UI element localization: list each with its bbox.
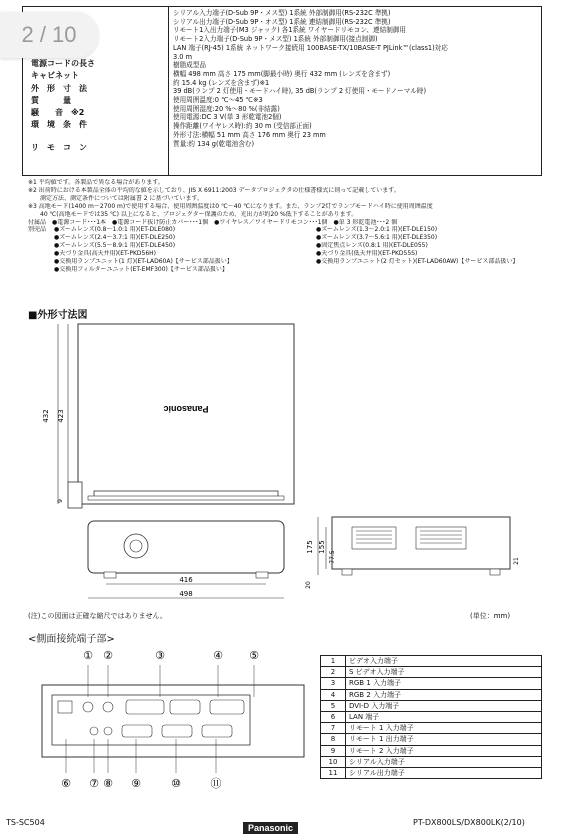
footnotes: [28, 179, 548, 227]
accessory-item: ●交換用フィルターユニット(ET-EMF300)【サービス部品扱い】: [54, 266, 228, 273]
terminal-number: 2: [321, 667, 346, 678]
terminal-name: シリアル入力端子: [346, 756, 542, 767]
callout-top-label: ④: [213, 649, 223, 662]
terminal-number: 4: [321, 689, 346, 700]
terminal-table-row: [321, 689, 542, 700]
accessory-row: [54, 234, 554, 242]
terminal-name: S ビデオ入力端子: [346, 667, 542, 678]
terminal-table-row: [321, 700, 542, 711]
footnote-line: 付属品 ●電源コード･･･1本 ●電源コード抜け防止カバー･･･1個 ●ワイヤレス／ワイヤードリモコン･･･1個 ●単 3 形乾電池･･･2 個: [28, 219, 398, 226]
footer-code: TS-SC504: [6, 818, 45, 827]
dim-20-label: 20: [305, 581, 312, 589]
spec-label-cabinet: キャビネット: [31, 71, 79, 80]
remote1-out-port: [104, 727, 112, 735]
callout-bottom-label: ⑧: [103, 777, 113, 790]
dvi-port: [210, 700, 244, 714]
spec-line: 使用電源:DC 3 V(単 3 形乾電池2個): [173, 113, 282, 122]
terminal-name: リモート 1 入力端子: [346, 723, 542, 734]
top-view-lens: [68, 482, 82, 508]
spec-line: 樹脂成型品: [173, 61, 206, 70]
spec-label-noise: 騒 音 ※2: [31, 108, 85, 117]
dim-498-label: 498: [179, 590, 193, 598]
accessory-row: [54, 242, 554, 250]
dimension-drawings: [28, 316, 338, 606]
footnote-line: 40 ℃(高地モードでは35 ℃) 以上になると、プロジェクター保護のため、光出力が約20 %低下することがあります。: [28, 211, 358, 218]
spec-line: 使用周囲温度:0 ℃〜45 ℃※3: [173, 96, 263, 105]
side-view-vent: [416, 527, 466, 549]
terminal-table-row: [321, 767, 542, 778]
callout-bottom-label: ⑨: [131, 777, 141, 790]
accessory-row: [54, 226, 554, 234]
side-view-panel: [352, 527, 396, 549]
callout-top-label: ①: [83, 649, 93, 662]
spec-line: 外形寸法:横幅 51 mm 高さ 176 mm 奥行 23 mm: [173, 130, 326, 139]
callout-bottom-label: ⑩: [171, 777, 181, 790]
dim-77.5-label: 77.5: [329, 550, 336, 564]
brand-logo-mirrored: Panasonic: [163, 404, 209, 414]
terminal-table-row: [321, 745, 542, 756]
footer-model: PT-DX800LS/DX800LK(2/10): [413, 818, 525, 827]
terminal-panel-drawing: [38, 645, 308, 795]
accessory-item: ●固定焦点レンズ(0.8:1 用)(ET-DLE055): [316, 242, 428, 249]
footnote-line: ※3 高地モード(1400 m〜2700 m)で使用する場合、使用周囲温度は0 ℃〜40 ℃になります。また、ランプ2灯でランプモードハイ時に使用周囲温度: [28, 203, 433, 210]
callout-top-label: ⑤: [249, 649, 259, 662]
side-view-foot-right: [490, 569, 500, 575]
terminal-section-title: <側面接続端子部>: [28, 634, 115, 645]
spec-table: [22, 6, 542, 176]
terminal-name: DVI-D 入力端子: [346, 700, 542, 711]
terminal-name: リモート 2 入力端子: [346, 745, 542, 756]
terminal-number: 6: [321, 711, 346, 722]
video-port: [83, 702, 93, 712]
front-view-foot-right: [256, 572, 268, 578]
dim-423-label: 423: [57, 409, 65, 423]
front-view-lens-inner: [130, 540, 142, 552]
spec-label-remote: リ モ コ ン: [31, 143, 87, 152]
accessory-item: ●ズームレンズ(5.5〜8.9:1 用)(ET-DLE450): [54, 242, 176, 249]
rgb2-port: [170, 700, 200, 714]
terminal-number: 8: [321, 734, 346, 745]
spec-line: シリアル入力端子(D-Sub 9P・メス型) 1系統 外部制御用(RS-232C 準拠): [173, 9, 391, 17]
terminal-name: リモート 1 出力端子: [346, 734, 542, 745]
spec-line: 3.0 m: [173, 52, 193, 61]
side-view-drawing: [296, 505, 536, 595]
terminal-name: シリアル出力端子: [346, 767, 542, 778]
terminal-table-row: [321, 734, 542, 745]
terminal-name: RGB 2 入力端子: [346, 689, 542, 700]
footnote-line: 測定方法、測定条件については附属書 2 に基づいています。: [28, 195, 204, 202]
callout-bottom-label: ⑦: [89, 777, 99, 790]
side-view-foot-left: [342, 569, 352, 575]
terminal-number: 9: [321, 745, 346, 756]
front-view-foot-left: [104, 572, 116, 578]
terminal-number: 11: [321, 767, 346, 778]
spec-line: 約 15.4 kg (レンズを含まず)※1: [173, 78, 270, 87]
spec-line: 操作距離(ワイヤレス時):約 30 m (受信部正面): [173, 122, 312, 131]
callout-top-label: ②: [103, 649, 113, 662]
footnote-line: ※1 平均値です。各製品で異なる場合があります。: [28, 179, 164, 186]
terminal-name: LAN 端子: [346, 711, 542, 722]
spec-label-environment: 環 境 条 件: [31, 120, 87, 129]
spec-label-weight: 質 量: [31, 96, 71, 105]
page-indicator-label: 2 / 10: [21, 22, 77, 47]
accessories-label: 別売品: [28, 226, 47, 233]
accessory-row: [54, 266, 554, 274]
dim-416-label: 416: [179, 576, 193, 584]
dim-9-label: 9: [57, 499, 64, 503]
terminal-name: ビデオ入力端子: [346, 656, 542, 667]
serial-in-port: [162, 725, 192, 737]
dim-155-label: 155: [318, 540, 326, 554]
accessory-item: ●ズームレンズ(1.3〜2.0:1 用)(ET-DLE150): [316, 226, 438, 233]
spec-line: 横幅 498 mm 高さ 175 mm(脚最小時) 奥行 432 mm (レンズを含まず): [173, 69, 391, 78]
accessory-item: ●ズームレンズ(3.7〜5.6:1 用)(ET-DLE350): [316, 234, 438, 241]
terminal-table-row: [321, 723, 542, 734]
spec-label-dimensions: 外 形 寸 法: [31, 84, 87, 93]
footnote-line: ※2 出荷時における本製品全体の平均的な値を示しており、JIS X 6911:2003 データプロジェクタの仕様書様式に則って記載しています。: [28, 187, 400, 194]
callout-bottom-label: ⑪: [210, 777, 222, 790]
accessory-item: ●交換用ランプユニット(1 灯)(ET-LAD60A)【サービス部品扱い】: [54, 258, 233, 265]
accessory-item: ●天づり金具(高天井用)(ET-PKD56H): [54, 250, 156, 257]
spec-values: [173, 9, 539, 148]
spec-line: シリアル出力端子(D-Sub 9P・オス型) 1系統 連結制御用(RS-232C 準拠): [173, 17, 391, 26]
scale-note: (注)この図面は正確な縮尺ではありません。: [28, 612, 167, 620]
page-indicator[interactable]: [0, 12, 98, 58]
rgb1-port: [126, 700, 164, 714]
spec-line: リモート1入出力端子(M3 ジャック) 各1系統 ワイヤードリモコン、連結制御用: [173, 26, 406, 35]
accessory-item: ●交換用ランプユニット(2 灯セット)(ET-LAD60AW)【サービス部品扱い】: [316, 258, 519, 265]
front-view-outline: [88, 521, 284, 573]
dim-432-label: 432: [42, 409, 50, 423]
spec-line: LAN 端子(RJ-45) 1系統 ネットワーク接続用 100BASE-TX/10BASE-T PJLink™(class1)対応: [173, 43, 448, 52]
callout-bottom-label: ⑥: [61, 777, 71, 790]
spec-line: 使用周囲湿度:20 %〜80 %(非結露): [173, 104, 280, 113]
remote2-port: [122, 725, 152, 737]
accessory-row: [54, 250, 554, 258]
terminal-table-row: [321, 756, 542, 767]
terminal-number: 3: [321, 678, 346, 689]
dim-175-label: 175: [306, 540, 314, 554]
remote1-in-port: [90, 727, 98, 735]
accessory-row: [54, 258, 554, 266]
terminal-number: 5: [321, 700, 346, 711]
accessory-item: ●ズームレンズ(2.4〜3.7:1 用)(ET-DLE250): [54, 234, 176, 241]
accessory-item: ●天づり金具(低天井用)(ET-PKD55S): [316, 250, 418, 257]
terminal-name: RGB 1 入力端子: [346, 678, 542, 689]
terminal-table: [320, 655, 542, 779]
dim-21-label: 21: [513, 557, 520, 565]
dimension-section-title: ■外形寸法図: [28, 310, 88, 321]
spec-line: 39 dB(ランプ 2 灯使用・モードハイ時), 35 dB(ランプ 2 灯使用・モードノーマル時): [173, 87, 427, 96]
terminal-number: 10: [321, 756, 346, 767]
footer-brand-logo: [243, 816, 298, 835]
terminal-table-row: [321, 656, 542, 667]
terminal-number: 7: [321, 723, 346, 734]
top-view-lip: [88, 496, 284, 500]
terminal-number: 1: [321, 656, 346, 667]
spec-label-power-cord: 電源コードの長さ: [31, 59, 95, 68]
spec-line: リモート2入力端子(D-Sub 9P・メス型) 1系統 外部制御用(接点制御): [173, 35, 378, 44]
spec-line: 質量:約 134 g(乾電池含む): [173, 139, 255, 148]
terminal-table-row: [321, 678, 542, 689]
unit-note: (単位：mm): [470, 612, 511, 620]
accessory-item: ●ズームレンズ(0.8〜1.0:1 用)(ET-DLE080): [54, 226, 176, 233]
terminal-table-row: [321, 667, 542, 678]
svideo-port: [103, 702, 113, 712]
serial-out-port: [202, 725, 232, 737]
footer-brand-text: Panasonic: [243, 822, 298, 834]
terminal-table-row: [321, 711, 542, 722]
lan-port: [58, 701, 72, 713]
callout-top-label: ③: [155, 649, 165, 662]
